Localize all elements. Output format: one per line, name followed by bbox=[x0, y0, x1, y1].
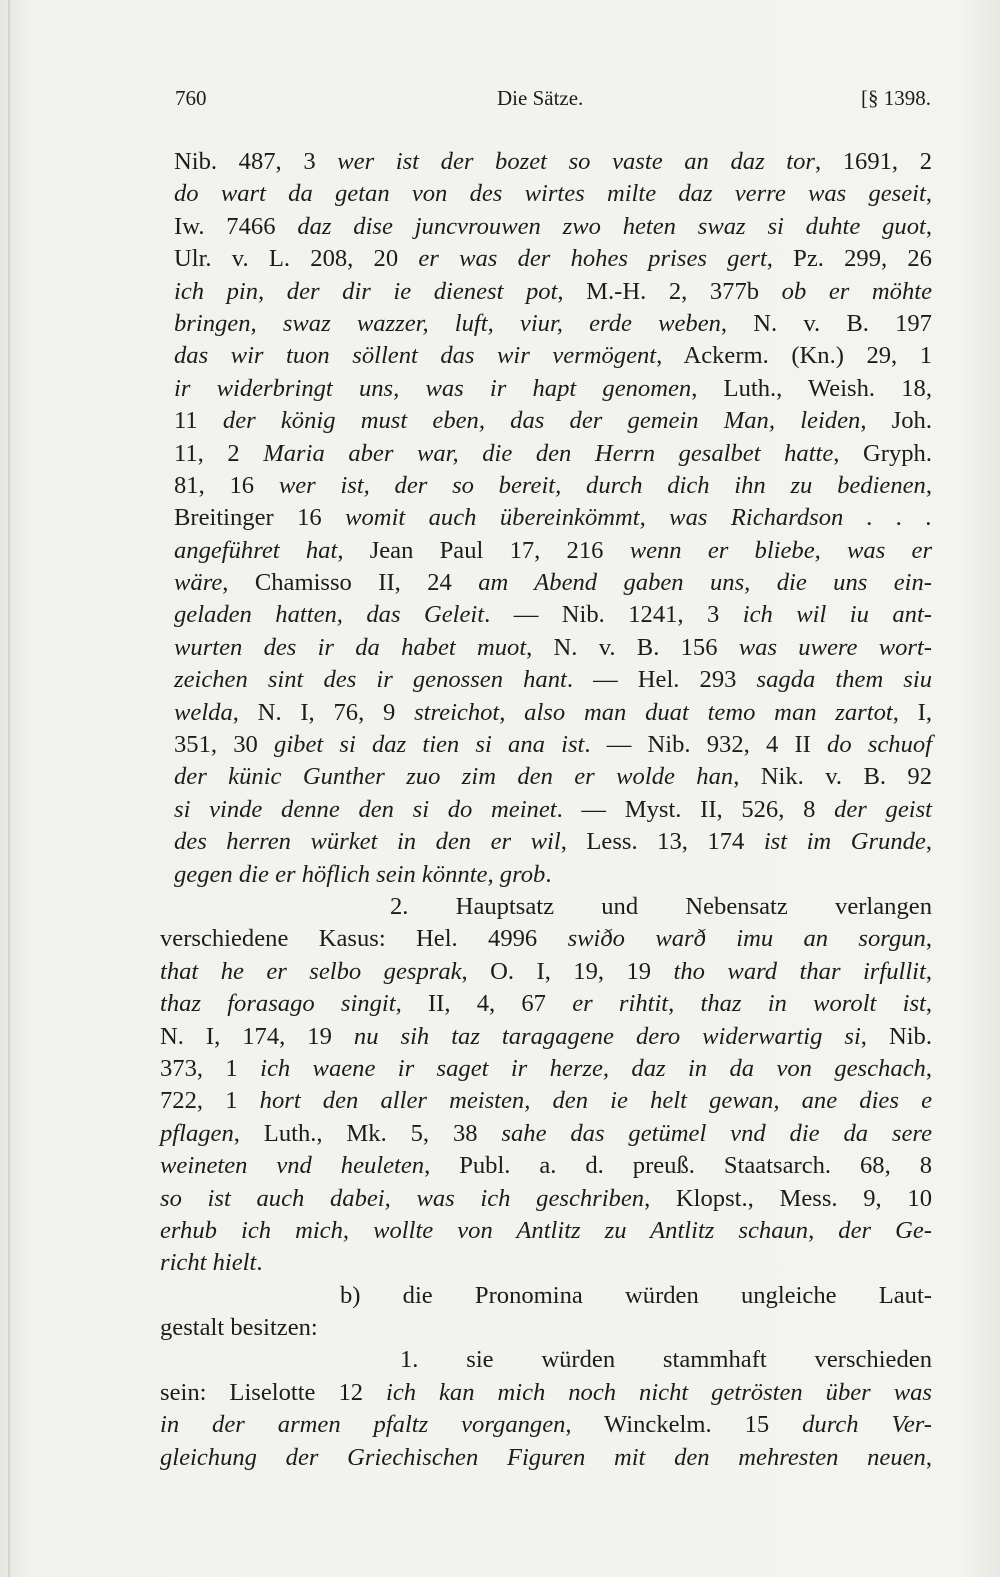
page-number: 760 bbox=[175, 86, 207, 110]
quotation-italic: ob er möhte bbox=[781, 277, 932, 305]
quotation-italic: womit auch übereinkömmt, was Richardson . . . bbox=[345, 504, 932, 532]
quotation-italic: das wir tuon söllent das wir vermögent bbox=[174, 342, 657, 370]
quotation-italic: pflagen bbox=[160, 1119, 234, 1147]
quotation-italic: ich waene ir saget ir herze, daz in da von geschach bbox=[260, 1054, 926, 1082]
text-line: 373, 1 ich waene ir saget ir herze, daz in da von geschach, bbox=[160, 1054, 932, 1082]
quotation-italic: des herren würket in den er wil bbox=[174, 828, 561, 856]
body-text bbox=[160, 146, 932, 1474]
quotation-italic: tho ward thar irfullit bbox=[673, 957, 926, 985]
quotation-italic: ich pin, der dir ie dienest pot bbox=[174, 277, 558, 305]
text-line: gegen die er höflich sein könnte, grob. bbox=[174, 860, 552, 888]
quotation-italic: ir widerbringt uns, was ir hapt genomen bbox=[174, 374, 692, 402]
text-line: 1. sie würden stammhaft verschieden bbox=[400, 1346, 932, 1374]
text-line: das wir tuon söllent das wir vermögent, Ackerm. (Kn.) 29, 1 bbox=[174, 342, 932, 370]
quotation-italic: streichot, also man duat temo man zartot bbox=[414, 698, 893, 726]
text-line: pflagen, Luth., Mk. 5, 38 sahe das getümel vnd die da sere bbox=[160, 1119, 932, 1147]
quotation-italic: that he er selbo gesprak bbox=[160, 957, 462, 985]
text-line: angeführet hat, Jean Paul 17, 216 wenn er bliebe, was er bbox=[174, 536, 933, 564]
text-line: Ulr. v. L. 208, 20 er was der hohes prises gert, Pz. 299, 26 bbox=[174, 245, 932, 273]
page-edge-line bbox=[8, 0, 10, 1577]
text-line: bringen, swaz wazzer, luft, viur, erde weben, N. v. B. 197 bbox=[174, 309, 932, 337]
text-line: N. I, 174, 19 nu sih taz taragagene dero widerwartig si, Nib. bbox=[160, 1022, 932, 1050]
quotation-italic: der geist bbox=[834, 795, 932, 823]
text-line: ir widerbringt uns, was ir hapt genomen, Luth., Weish. 18, bbox=[174, 374, 932, 402]
text-line: gleichung der Griechischen Figuren mit den mehresten neuen, bbox=[160, 1443, 932, 1471]
text-line: 722, 1 hort den aller meisten, den ie helt gewan, ane dies e bbox=[160, 1087, 932, 1115]
quotation-italic: ich kan mich noch nicht getrösten über was bbox=[386, 1378, 932, 1406]
quotation-italic: bringen, swaz wazzer, luft, viur, erde weben bbox=[174, 309, 721, 337]
quotation-italic: gibet si daz tien si ana ist bbox=[274, 731, 585, 759]
quotation-italic: Maria aber war, die den Herrn gesalbet hatte bbox=[263, 439, 834, 467]
quotation-italic: nu sih taz taragagene dero widerwartig si bbox=[353, 1022, 861, 1050]
quotation-italic: in der armen pfaltz vorgangen bbox=[160, 1411, 566, 1439]
text-line: verschiedene Kasus: Hel. 4996 swiðo warð imu an sorgun, bbox=[160, 925, 932, 953]
text-line: thaz forasago singit, II, 4, 67 er rihtit, thaz in worolt ist, bbox=[160, 990, 933, 1018]
quotation-italic: gegen die er höflich sein könnte, grob bbox=[174, 860, 546, 888]
quotation-italic: so ist auch dabei, was ich geschriben bbox=[160, 1184, 645, 1212]
quotation-italic: ist im Grunde bbox=[763, 828, 926, 856]
text-line: b) die Pronomina würden ungleiche Laut- bbox=[340, 1281, 932, 1309]
text-line: welda, N. I, 76, 9 streichot, also man duat temo man zartot, I, bbox=[174, 698, 932, 726]
quotation-italic: si vinde denne den si do meinet bbox=[174, 795, 557, 823]
text-line: Nib. 487, 3 wer ist der bozet so vaste an daz tor, 1691, 2 bbox=[174, 148, 933, 175]
quotation-italic: hort den aller meisten, den ie helt gewan, ane dies e bbox=[259, 1087, 932, 1115]
text-line: do wart da getan von des wirtes milte daz verre was geseit, bbox=[174, 180, 932, 208]
quotation-italic: wenn er bliebe, was er bbox=[629, 536, 933, 564]
quotation-italic: der künic Gunther zuo zim den er wolde han bbox=[174, 763, 734, 791]
quotation-italic: geladen hatten, das Geleit bbox=[174, 601, 485, 629]
text-line: that he er selbo gesprak, O. I, 19, 19 tho ward thar irfullit, bbox=[160, 957, 932, 985]
text-line: sein: Liselotte 12 ich kan mich noch nicht getrösten über was bbox=[160, 1378, 932, 1406]
quotation-italic: wer ist der bozet so vaste an daz tor bbox=[337, 148, 815, 175]
text-line: 81, 16 wer ist, der so bereit, durch dich ihn zu bedienen, bbox=[174, 471, 932, 499]
quotation-italic: weineten vnd heuleten bbox=[160, 1152, 425, 1180]
text-line: des herren würket in den er wil, Less. 13, 174 ist im Grunde, bbox=[174, 828, 932, 856]
text-line: 11 der könig must eben, das der gemein Man, leiden, Joh. bbox=[174, 407, 932, 435]
text-line: richt hielt. bbox=[160, 1249, 263, 1277]
running-title: Die Sätze. bbox=[497, 86, 584, 110]
running-header bbox=[175, 86, 931, 116]
text-line: 11, 2 Maria aber war, die den Herrn gesalbet hatte, Gryph. bbox=[174, 439, 932, 467]
text-line: geladen hatten, das Geleit. — Nib. 1241, 3 ich wil iu ant- bbox=[174, 601, 933, 629]
quotation-italic: wurten des ir da habet muot bbox=[174, 633, 527, 661]
text-line: 351, 30 gibet si daz tien si ana ist. — Nib. 932, 4 II do schuof bbox=[174, 731, 933, 759]
text-line: in der armen pfaltz vorgangen, Winckelm. 15 durch Ver- bbox=[160, 1411, 933, 1439]
text-line: wurten des ir da habet muot, N. v. B. 156 was uwere wort- bbox=[174, 633, 932, 661]
text-line: Breitinger 16 womit auch übereinkömmt, was Richardson . . . bbox=[174, 504, 932, 532]
quotation-italic: erhub ich mich, wollte von Antlitz zu Antlitz schaun, der Ge- bbox=[160, 1216, 932, 1244]
quotation-italic: daz dise juncvrouwen zwo heten swaz si duhte guot bbox=[297, 212, 926, 240]
quotation-italic: er rihtit, thaz in worolt ist bbox=[572, 990, 926, 1018]
text-line: ich pin, der dir ie dienest pot, M.-H. 2, 377b ob er möhte bbox=[174, 277, 932, 305]
quotation-italic: swiðo warð imu an sorgun bbox=[567, 925, 926, 953]
quotation-italic: wer ist, der so bereit, durch dich ihn zu bedienen bbox=[278, 471, 926, 499]
text-line: gestalt besitzen: bbox=[160, 1314, 318, 1342]
quotation-italic: zeichen sint des ir genossen hant bbox=[174, 666, 567, 694]
text-line: 2. Hauptsatz und Nebensatz verlangen bbox=[390, 892, 932, 920]
text-line: der künic Gunther zuo zim den er wolde han, Nik. v. B. 92 bbox=[174, 763, 932, 791]
text-line: weineten vnd heuleten, Publ. a. d. preuß. Staatsarch. 68, 8 bbox=[160, 1152, 932, 1180]
quotation-italic: do schuof bbox=[827, 731, 933, 759]
text-line bbox=[160, 1215, 932, 1247]
quotation-italic: ich wil iu ant- bbox=[742, 601, 933, 629]
quotation-italic: sahe das getümel vnd die da sere bbox=[501, 1119, 932, 1147]
quotation-italic: der könig must eben, das der gemein Man, leiden bbox=[222, 407, 861, 435]
text-line: so ist auch dabei, was ich geschriben, Klopst., Mess. 9, 10 bbox=[160, 1184, 932, 1212]
text-line: zeichen sint des ir genossen hant. — Hel. 293 sagda them siu bbox=[174, 666, 933, 694]
text-line: Iw. 7466 daz dise juncvrouwen zwo heten swaz si duhte guot, bbox=[174, 212, 932, 240]
quotation-italic: durch Ver- bbox=[802, 1411, 933, 1439]
quotation-italic: richt hielt bbox=[160, 1249, 257, 1277]
quotation-italic: sagda them siu bbox=[756, 666, 933, 694]
quotation-italic: wäre bbox=[174, 569, 223, 597]
section-reference: [§ 1398. bbox=[861, 86, 931, 110]
text-line: si vinde denne den si do meinet. — Myst. II, 526, 8 der geist bbox=[174, 795, 932, 823]
quotation-italic: thaz forasago singit bbox=[160, 990, 396, 1018]
quotation-italic: do wart da getan von des wirtes milte daz verre was geseit bbox=[174, 180, 926, 208]
quotation-italic: er was der hohes prises gert bbox=[418, 245, 767, 273]
text-line: wäre, Chamisso II, 24 am Abend gaben uns, die uns ein- bbox=[174, 569, 932, 597]
quotation-italic: gleichung der Griechischen Figuren mit den mehresten neuen bbox=[160, 1443, 926, 1471]
quotation-italic: was uwere wort- bbox=[738, 633, 932, 661]
quotation-italic: am Abend gaben uns, die uns ein- bbox=[478, 569, 932, 597]
quotation-italic: angeführet hat bbox=[174, 536, 338, 564]
quotation-italic: welda bbox=[174, 698, 233, 726]
